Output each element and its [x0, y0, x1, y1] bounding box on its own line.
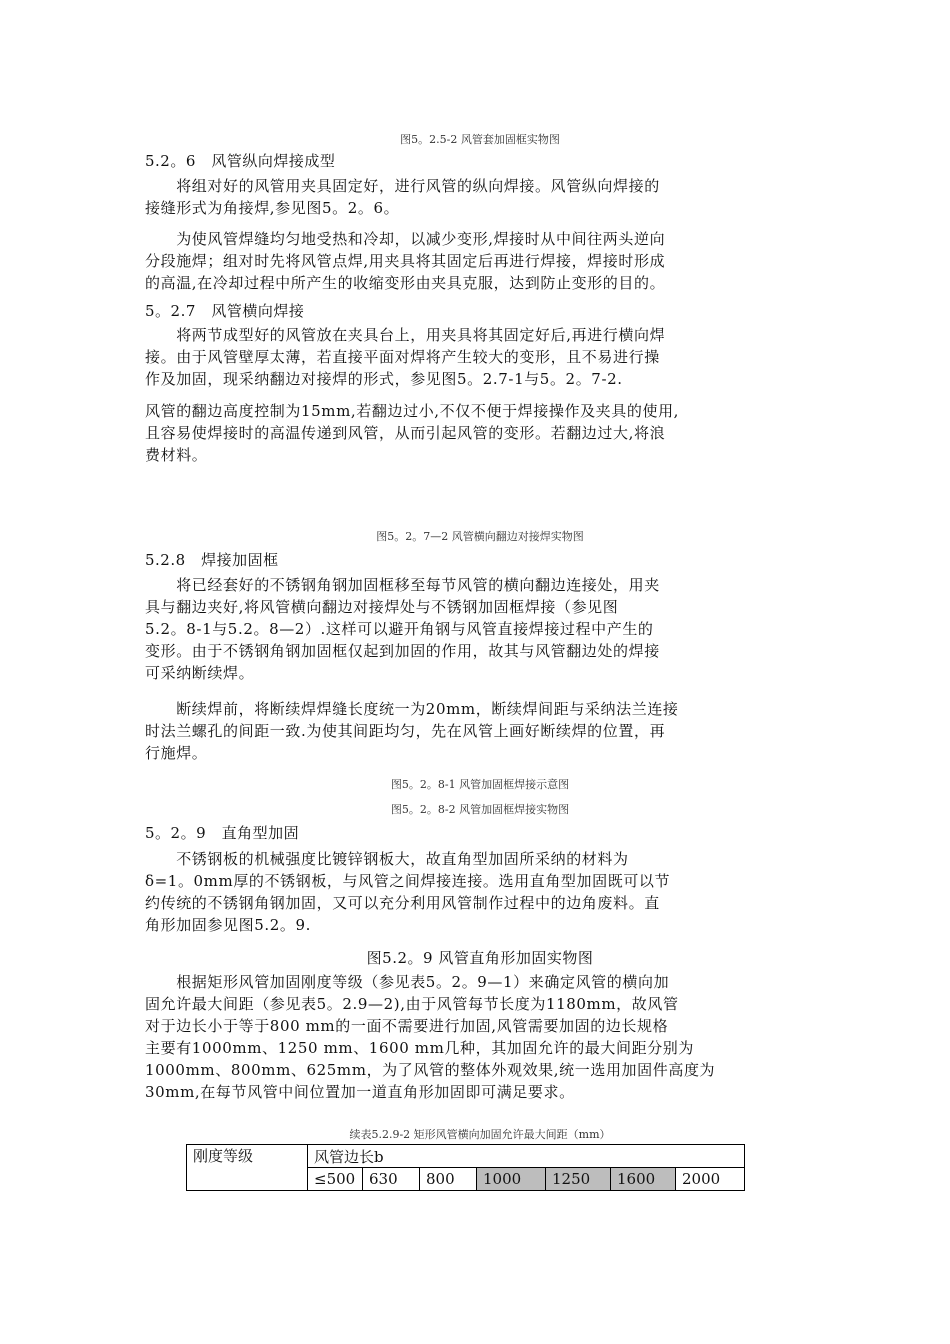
- text-line: 根据矩形风管加固刚度等级（参见表5。2。9—1）来确定风管的横向加: [145, 973, 670, 991]
- text-line: 为使风管焊缝均匀地受热和冷却，以减少变形,焊接时从中间往两头逆向: [145, 230, 666, 248]
- paragraph: [145, 971, 815, 1103]
- table-row-header: 刚度等级: [187, 1145, 308, 1191]
- section-heading: 5.2。6 风管纵向焊接成型: [145, 152, 336, 170]
- figure-caption: 图5。2。7—2 风管横向翻边对接焊实物图: [376, 530, 584, 543]
- figure-caption: 图5。2.5-2 风管套加固框实物图: [400, 133, 560, 146]
- table-cell-highlighted: 1600: [611, 1168, 676, 1191]
- text-line: 接。由于风管壁厚太薄，若直接平面对焊将产生较大的变形，且不易进行操: [145, 348, 660, 366]
- text-line: 将已经套好的不锈钢角钢加固框移至每节风管的横向翻边连接处，用夹: [145, 576, 660, 594]
- figure-caption: 图5.2。9 风管直角形加固实物图: [366, 949, 594, 967]
- table-cell-highlighted: 1250: [546, 1168, 611, 1191]
- figure-caption: 图5。2。8-2 风管加固框焊接实物图: [390, 803, 570, 816]
- table-column-header: 风管边长b: [308, 1145, 745, 1168]
- paragraph: [145, 574, 815, 684]
- text-line: 约传统的不锈钢角钢加固，又可以充分利用风管制作过程中的边角废料。直: [145, 894, 660, 912]
- table-cell: ≤500: [308, 1168, 363, 1191]
- text-line: 不锈钢板的机械强度比镀锌钢板大，故直角型加固所采纳的材料为: [145, 850, 629, 868]
- text-line: 断续焊前，将断续焊焊缝长度统一为20mm，断续焊间距与采纳法兰连接: [145, 700, 679, 718]
- section-heading: 5。2。9 直角型加固: [145, 824, 300, 842]
- text-line: 变形。由于不锈钢角钢加固框仅起到加固的作用，故其与风管翻边处的焊接: [145, 642, 660, 660]
- text-line: 作及加固，现采纳翻边对接焊的形式，参见图5。2.7-1与5。2。7-2.: [145, 370, 623, 388]
- paragraph: [145, 698, 815, 764]
- text-line: 行施焊。: [145, 744, 208, 762]
- text-line: 对于边长小于等于800 mm的一面不需要进行加固,风管需要加固的边长规格: [145, 1017, 669, 1035]
- table-cell: 630: [363, 1168, 420, 1191]
- text-line: 分段施焊；组对时先将风管点焊,用夹具将其固定后再进行焊接，焊接时形成: [145, 252, 666, 270]
- spacing-table: [186, 1144, 745, 1191]
- text-line: 且容易使焊接时的高温传递到风管，从而引起风管的变形。若翻边过大,将浪: [145, 424, 666, 442]
- text-line: 1000mm、800mm、625mm，为了风管的整体外观效果,统一选用加固件高度为: [145, 1061, 716, 1079]
- paragraph: [145, 400, 815, 466]
- table-cell: 2000: [676, 1168, 745, 1191]
- text-line: 将组对好的风管用夹具固定好，进行风管的纵向焊接。风管纵向焊接的: [145, 177, 660, 195]
- text-line: 将两节成型好的风管放在夹具台上，用夹具将其固定好后,再进行横向焊: [145, 326, 666, 344]
- text-line: 30mm,在每节风管中间位置加一道直角形加固即可满足要求。: [145, 1083, 575, 1101]
- figure-caption: 图5。2。8-1 风管加固框焊接示意图: [390, 778, 570, 791]
- section-heading: 5。2.7 风管横向焊接: [145, 302, 305, 320]
- paragraph: [145, 848, 815, 936]
- text-line: 的高温,在冷却过程中所产生的收缩变形由夹具克服，达到防止变形的目的。: [145, 274, 666, 292]
- text-line: 具与翻边夹好,将风管横向翻边对接焊处与不锈钢加固框焊接（参见图: [145, 598, 619, 616]
- text-line: 接缝形式为角接焊,参见图5。2。6。: [145, 199, 400, 217]
- text-line: 风管的翻边高度控制为15mm,若翻边过小,不仅不便于焊接操作及夹具的使用,: [145, 402, 680, 420]
- text-line: 可采纳断续焊。: [145, 664, 255, 682]
- text-line: 主要有1000mm、1250 mm、1600 mm几种，其加固允许的最大间距分别为: [145, 1039, 695, 1057]
- table-caption: 续表5.2.9-2 矩形风管横向加固允许最大间距（mm）: [349, 1128, 611, 1141]
- paragraph: [145, 228, 815, 294]
- text-line: 固允许最大间距（参见表5。2.9—2),由于风管每节长度为1180mm，故风管: [145, 995, 679, 1013]
- text-line: δ=1。0mm厚的不锈钢板，与风管之间焊接连接。选用直角型加固既可以节: [145, 872, 671, 890]
- text-line: 5.2。8-1与5.2。8—2）.这样可以避开角钢与风管直接焊接过程中产生的: [145, 620, 654, 638]
- table-cell: 800: [420, 1168, 477, 1191]
- section-heading: 5.2.8 焊接加固框: [145, 551, 279, 569]
- table-row: [187, 1145, 745, 1168]
- text-line: 时法兰螺孔的间距一致.为使其间距均匀，先在风管上画好断续焊的位置，再: [145, 722, 666, 740]
- text-line: 角形加固参见图5.2。9.: [145, 916, 311, 934]
- table-cell-highlighted: 1000: [477, 1168, 546, 1191]
- paragraph: [145, 175, 815, 219]
- text-line: 费材料。: [145, 446, 208, 464]
- paragraph: [145, 324, 815, 390]
